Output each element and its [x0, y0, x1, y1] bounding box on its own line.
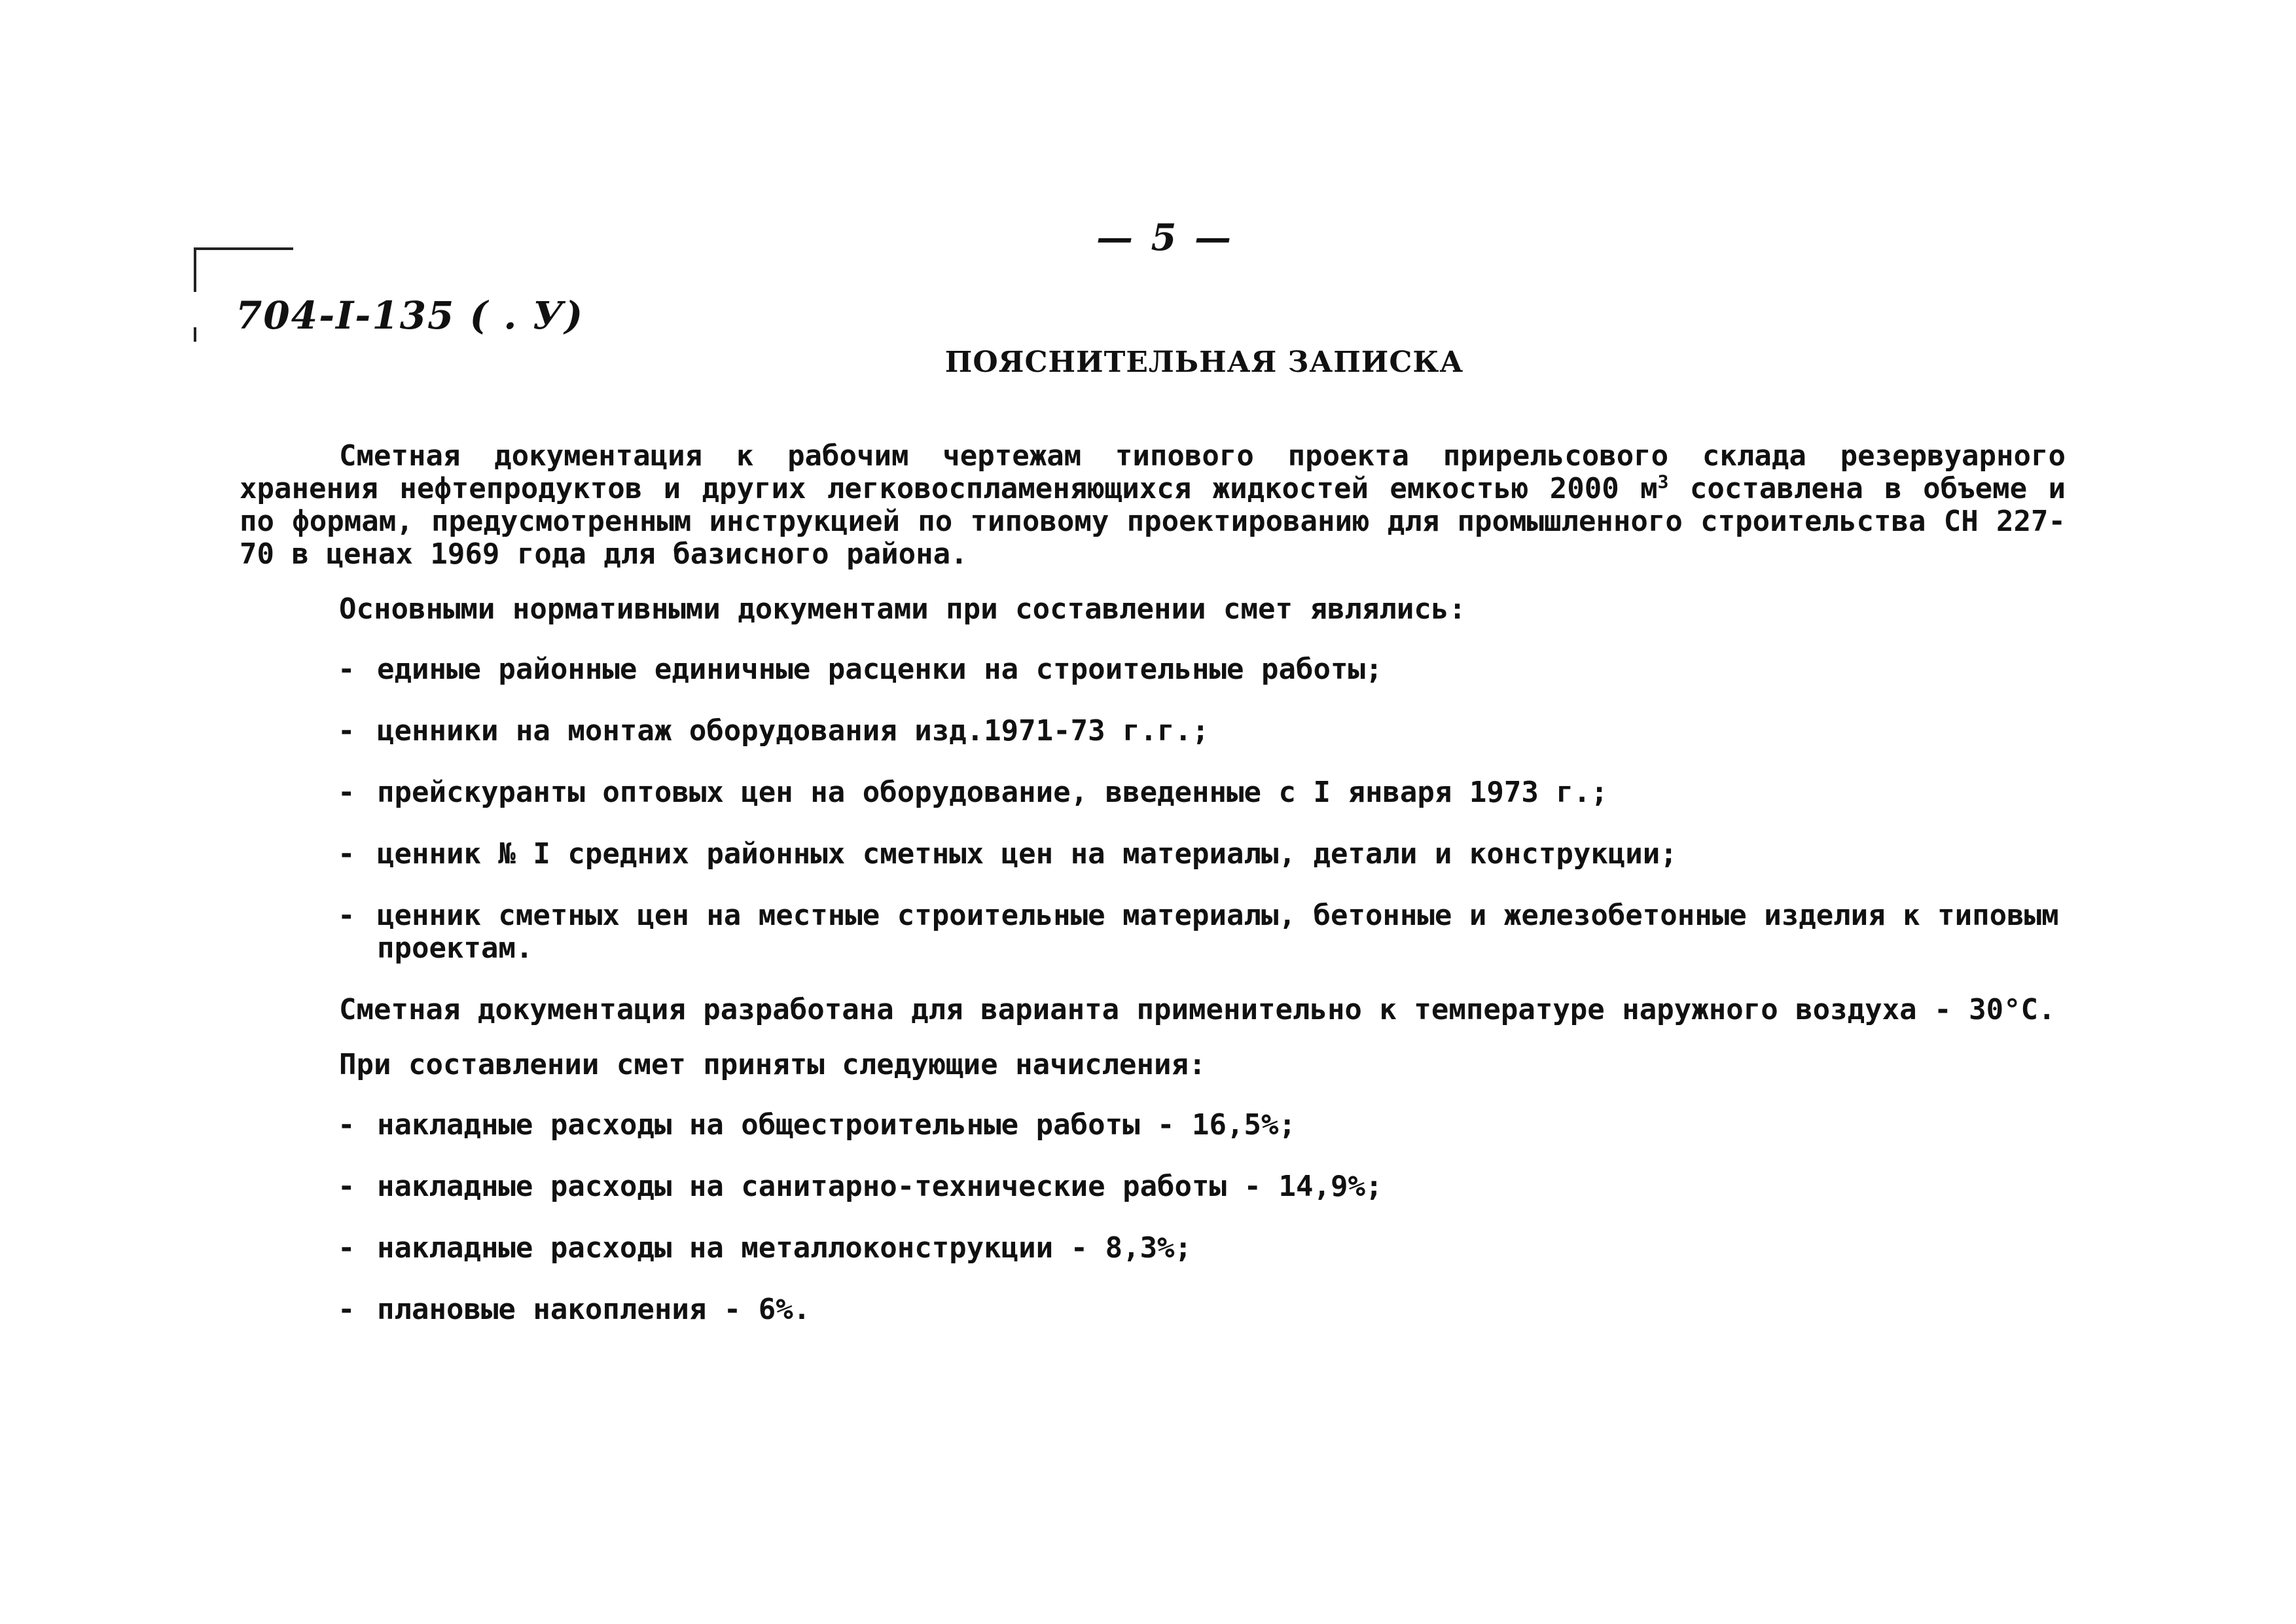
intro-paragraph [240, 440, 2066, 571]
list-dash: - [338, 1108, 355, 1142]
list-item-text: единые районные единичные расценки на строительные работы; [377, 653, 1383, 686]
list-item-text: накладные расходы на металлоконструкции - 8,3%; [377, 1231, 1193, 1265]
list-item [240, 776, 2066, 809]
list-item [240, 1109, 2066, 1142]
list-dash: - [338, 1170, 355, 1203]
accruals-heading: При составлении смет приняты следующие начисления: [339, 1048, 1206, 1081]
list-item [240, 1232, 2066, 1265]
intro-superscript: 3 [1657, 471, 1669, 493]
list-item-text: ценники на монтаж оборудования изд.1971-73 г.г.; [377, 714, 1210, 748]
list-item-text: ценник сметных цен на местные строительные материалы, бетонные и железобетонные изделия к типовым проектам. [377, 899, 2059, 965]
list-item-text: ценник № I средних районных сметных цен на материалы, детали и конструкции; [377, 837, 1677, 871]
intro-paragraph-end: составлена в объеме и по формам, предусмотренным инструкцией по типовому проектированию для промышленного строительства СН 227-70 в ценах 1969 года для базисного района. [240, 472, 2066, 571]
list-dash: - [338, 1231, 355, 1265]
corner-mark-vertical [194, 247, 196, 292]
list-dash: - [338, 776, 355, 809]
list-item [240, 1170, 2066, 1203]
corner-mark-horizontal [194, 247, 293, 250]
list-dash: - [338, 837, 355, 871]
list-item [240, 838, 2066, 871]
intro-paragraph-text: Сметная документация к рабочим чертежам типового проекта прирельсового склада резервуарного хранения нефтепродуктов и других легковоспламеняющихся жидкостей емкостью 2000 м [240, 439, 2066, 505]
temperature-paragraph: Сметная документация разработана для варианта применительно к температуре наружного воздуха - 30°С. [339, 993, 2056, 1026]
normative-heading: Основными нормативными документами при составлении смет являлись: [339, 592, 1466, 626]
normative-list [240, 653, 2066, 965]
list-dash: - [338, 1293, 355, 1326]
list-item-text: прейскуранты оптовых цен на оборудование, введенные с I января 1973 г.; [377, 776, 1608, 809]
list-item [240, 653, 2066, 686]
list-dash: - [338, 714, 355, 748]
list-item [240, 899, 2066, 965]
list-item-text: накладные расходы на общестроительные работы - 16,5%; [377, 1108, 1296, 1142]
list-item [240, 715, 2066, 748]
list-item-text: накладные расходы на санитарно-технические работы - 14,9%; [377, 1170, 1383, 1203]
list-dash: - [338, 653, 355, 686]
list-item-text: плановые накопления - 6%. [377, 1293, 811, 1326]
document-body [240, 440, 2066, 1355]
document-code: 704-I-135 ( . У) [236, 293, 584, 338]
accruals-list [240, 1109, 2066, 1326]
list-dash: - [338, 899, 355, 932]
document-title: ПОЯСНИТЕЛЬНАЯ ЗАПИСКА [944, 346, 1464, 379]
corner-mark-tick [194, 327, 196, 342]
page-number: — 5 — [1096, 216, 1234, 259]
list-item [240, 1293, 2066, 1326]
